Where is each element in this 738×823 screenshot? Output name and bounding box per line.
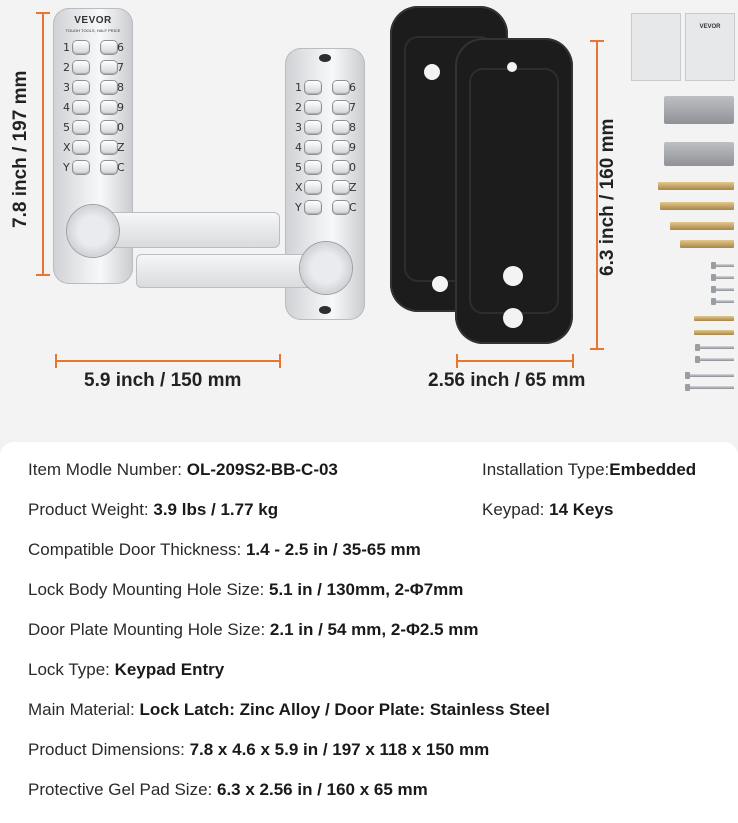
keypad-button[interactable] bbox=[73, 41, 89, 54]
pad-height-dimension-label: 6.3 inch / 160 mm bbox=[597, 118, 618, 276]
spec-lock-type bbox=[28, 660, 224, 680]
key-label: 3 bbox=[63, 81, 70, 94]
bolt-3 bbox=[688, 374, 734, 377]
key-label: 9 bbox=[117, 101, 124, 114]
keypad-button[interactable] bbox=[101, 61, 117, 74]
spec-installation-label: Installation Type: bbox=[482, 460, 610, 479]
width-dimension-cap-right bbox=[279, 354, 281, 368]
key-label: X bbox=[295, 181, 303, 194]
pad-width-dimension-line bbox=[456, 360, 574, 362]
screw-2 bbox=[714, 276, 734, 279]
spec-dimensions bbox=[28, 740, 489, 760]
spec-weight-label: Product Weight: bbox=[28, 500, 149, 519]
spec-door-thickness bbox=[28, 540, 421, 560]
spec-installation bbox=[482, 460, 696, 480]
key-label: 0 bbox=[349, 161, 356, 174]
bolt-2 bbox=[698, 358, 734, 361]
spindle-3 bbox=[670, 222, 734, 230]
keypad-button[interactable] bbox=[73, 141, 89, 154]
keypad-button[interactable] bbox=[305, 141, 321, 154]
key-label: Z bbox=[117, 141, 125, 154]
spec-door-plate-hole bbox=[28, 620, 479, 640]
screw-4 bbox=[714, 300, 734, 303]
spec-doorplate-label: Door Plate Mounting Hole Size: bbox=[28, 620, 266, 639]
spec-doorplate-value: 2.1 in / 54 mm, 2-Φ2.5 mm bbox=[269, 620, 479, 639]
strike-box bbox=[664, 142, 734, 166]
keypad-button[interactable] bbox=[305, 181, 321, 194]
key-label: Y bbox=[63, 161, 70, 174]
keypad-button[interactable] bbox=[305, 121, 321, 134]
keypad-button[interactable] bbox=[101, 161, 117, 174]
brand-logo: VEVOR bbox=[74, 15, 112, 26]
pad-width-cap-right bbox=[572, 354, 574, 368]
keypad-button[interactable] bbox=[333, 161, 349, 174]
keypad-button[interactable] bbox=[305, 101, 321, 114]
keypad-button[interactable] bbox=[333, 81, 349, 94]
keypad-button[interactable] bbox=[333, 141, 349, 154]
keypad-button[interactable] bbox=[333, 181, 349, 194]
spec-gel-value: 6.3 x 2.56 in / 160 x 65 mm bbox=[217, 780, 428, 799]
key-label: 7 bbox=[117, 61, 124, 74]
gel-pad-front bbox=[455, 38, 573, 344]
pad-width-cap-left bbox=[456, 354, 458, 368]
spec-model bbox=[28, 460, 338, 480]
keypad-button[interactable] bbox=[101, 121, 117, 134]
spec-lock-body-hole bbox=[28, 580, 463, 600]
back-handle-rose bbox=[300, 242, 352, 294]
keypad-button[interactable] bbox=[73, 161, 89, 174]
screw-3 bbox=[714, 288, 734, 291]
width-dimension-cap-left bbox=[55, 354, 57, 368]
height-dimension-cap-top bbox=[36, 12, 50, 14]
spindle-4 bbox=[680, 240, 734, 248]
spec-dims-value: 7.8 x 4.6 x 5.9 in / 197 x 118 x 150 mm bbox=[189, 740, 490, 759]
keypad-button[interactable] bbox=[73, 121, 89, 134]
spec-weight bbox=[28, 500, 278, 520]
key-label: Y bbox=[295, 201, 302, 214]
key-label: 6 bbox=[349, 81, 356, 94]
key-label: C bbox=[117, 161, 125, 174]
key-label: 8 bbox=[117, 81, 124, 94]
keypad-button[interactable] bbox=[101, 101, 117, 114]
pad-width-dimension-label: 2.56 inch / 65 mm bbox=[428, 370, 586, 391]
width-dimension-label: 5.9 inch / 150 mm bbox=[84, 370, 242, 391]
front-handle-rose bbox=[67, 205, 119, 257]
spindle-6 bbox=[694, 330, 734, 335]
keypad-button[interactable] bbox=[333, 121, 349, 134]
bolt-1 bbox=[698, 346, 734, 349]
spec-gel-pad bbox=[28, 780, 428, 800]
key-label: 1 bbox=[63, 41, 70, 54]
spec-keypad bbox=[482, 500, 613, 520]
spindle-1 bbox=[658, 182, 734, 190]
spec-material-label: Main Material: bbox=[28, 700, 135, 719]
pad-height-cap-top bbox=[590, 40, 604, 42]
keypad-button[interactable] bbox=[73, 81, 89, 94]
key-label: 1 bbox=[295, 81, 302, 94]
keypad-button[interactable] bbox=[333, 101, 349, 114]
key-label: X bbox=[63, 141, 71, 154]
key-label: 2 bbox=[63, 61, 70, 74]
specifications-panel bbox=[0, 442, 738, 823]
height-dimension-label: 7.8 inch / 197 mm bbox=[10, 70, 31, 228]
key-label: 3 bbox=[295, 121, 302, 134]
key-label: 9 bbox=[349, 141, 356, 154]
spec-material bbox=[28, 700, 550, 720]
spindle-5 bbox=[694, 316, 734, 321]
key-label: 8 bbox=[349, 121, 356, 134]
spindle-2 bbox=[660, 202, 734, 210]
keypad-button[interactable] bbox=[333, 201, 349, 214]
key-label: 0 bbox=[117, 121, 124, 134]
height-dimension-cap-bottom bbox=[36, 274, 50, 276]
strike-plate bbox=[664, 96, 734, 124]
sheet-brand: VEVOR bbox=[699, 24, 721, 30]
keypad-button[interactable] bbox=[101, 141, 117, 154]
key-label: Z bbox=[349, 181, 357, 194]
keypad-button[interactable] bbox=[305, 81, 321, 94]
screw-1 bbox=[714, 264, 734, 267]
pad-height-cap-bottom bbox=[590, 348, 604, 350]
keypad-button[interactable] bbox=[73, 61, 89, 74]
keypad-button[interactable] bbox=[73, 101, 89, 114]
spec-weight-value: 3.9 lbs / 1.77 kg bbox=[153, 500, 279, 519]
key-label: 5 bbox=[295, 161, 302, 174]
manual-booklet bbox=[632, 14, 680, 80]
spec-installation-value: Embedded bbox=[609, 460, 697, 479]
key-label: 7 bbox=[349, 101, 356, 114]
instruction-sheet bbox=[686, 14, 734, 80]
height-dimension-line bbox=[42, 12, 44, 276]
bolt-4 bbox=[688, 386, 734, 389]
brand-tagline: TOUGH TOOLS, HALF PRICE bbox=[65, 28, 121, 33]
top-screw-hole bbox=[319, 54, 331, 62]
keypad-button[interactable] bbox=[305, 161, 321, 174]
key-label: 5 bbox=[63, 121, 70, 134]
keypad-button[interactable] bbox=[305, 201, 321, 214]
spec-door-label: Compatible Door Thickness: bbox=[28, 540, 242, 559]
key-label: 4 bbox=[63, 101, 70, 114]
spec-model-value: OL-209S2-BB-C-03 bbox=[186, 460, 338, 479]
spec-lockbody-label: Lock Body Mounting Hole Size: bbox=[28, 580, 265, 599]
spec-door-value: 1.4 - 2.5 in / 35-65 mm bbox=[245, 540, 421, 559]
spec-keypad-label: Keypad: bbox=[482, 500, 545, 519]
spec-lockbody-value: 5.1 in / 130mm, 2-Φ7mm bbox=[268, 580, 464, 599]
key-label: C bbox=[349, 201, 357, 214]
spec-model-label: Item Modle Number: bbox=[28, 460, 182, 479]
spec-locktype-label: Lock Type: bbox=[28, 660, 110, 679]
spec-keypad-value: 14 Keys bbox=[549, 500, 614, 519]
key-label: 4 bbox=[295, 141, 302, 154]
key-label: 6 bbox=[117, 41, 124, 54]
keypad-button[interactable] bbox=[101, 81, 117, 94]
spec-dims-label: Product Dimensions: bbox=[28, 740, 185, 759]
spec-locktype-value: Keypad Entry bbox=[114, 660, 225, 679]
key-label: 2 bbox=[295, 101, 302, 114]
spec-material-value: Lock Latch: Zinc Alloy / Door Plate: Stainless Steel bbox=[139, 700, 550, 719]
width-dimension-line bbox=[55, 360, 281, 362]
bottom-screw-hole bbox=[319, 306, 331, 314]
spec-gel-label: Protective Gel Pad Size: bbox=[28, 780, 213, 799]
keypad-button[interactable] bbox=[101, 41, 117, 54]
